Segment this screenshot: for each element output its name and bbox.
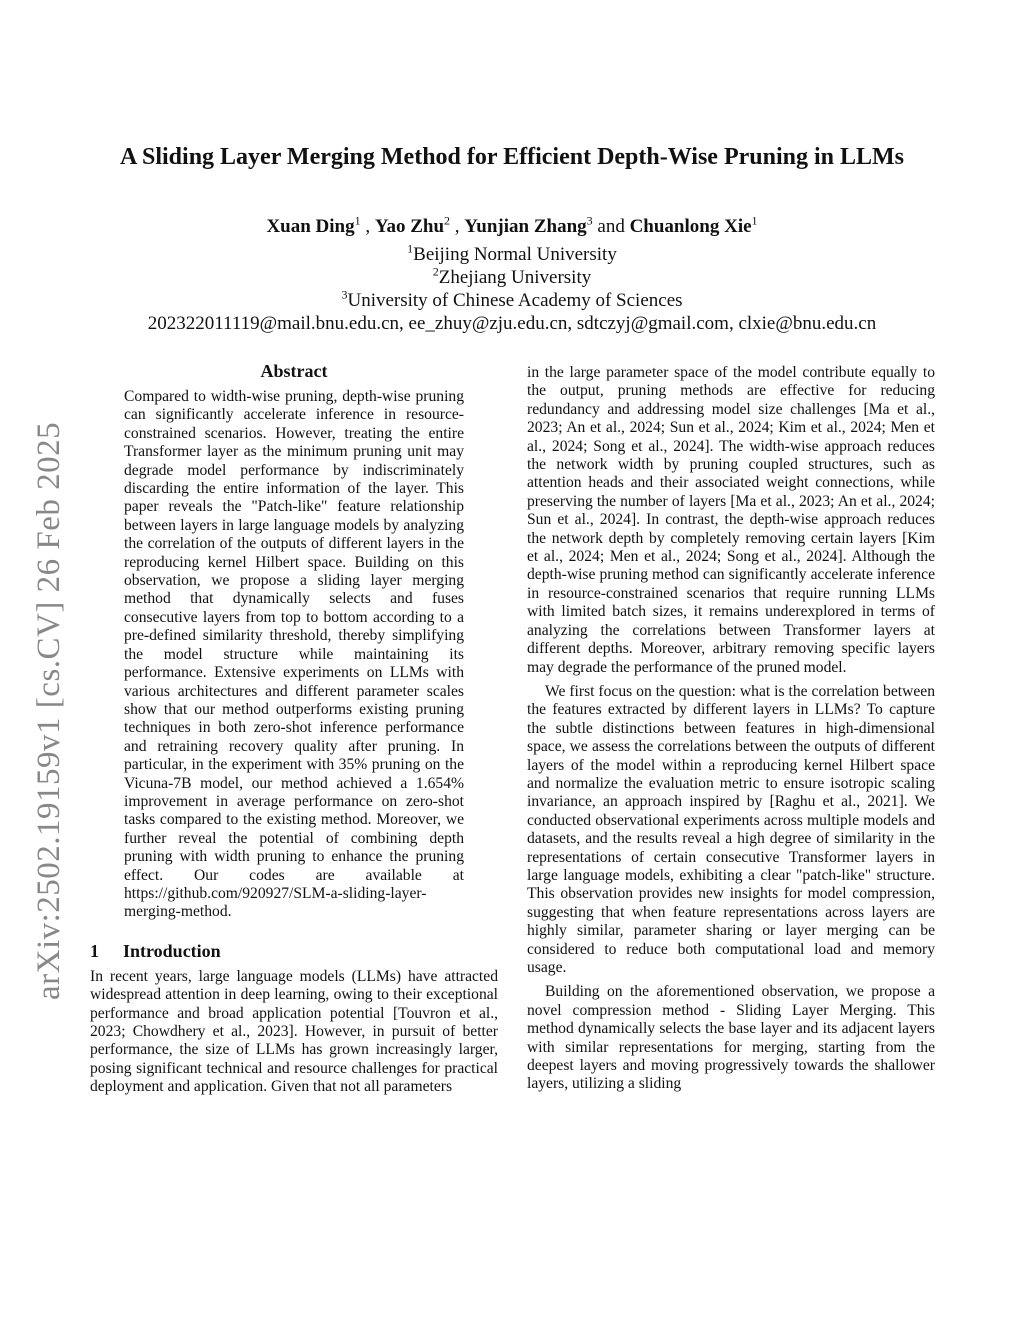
affiliation-block [80, 243, 944, 335]
section-title: Introduction [123, 940, 221, 961]
author-name: Chuanlong Xie [629, 216, 752, 237]
affiliation-name: University of Chinese Academy of Sciences [347, 290, 683, 311]
author-name: Yao Zhu [374, 216, 445, 237]
affiliation-name: Beijing Normal University [413, 244, 617, 265]
body-paragraph: Building on the aforementioned observation, we propose a novel compression method - Sliding Layer Merging. This method dynamically selects the base layer and its adjacent layers with similar representations for merging, starting from the deepest layers and moving progressively towards the shallower layers, utilizing a sliding [527, 983, 935, 1093]
author-affiliation-mark: 1 [751, 213, 758, 228]
body-paragraph: in the large parameter space of the model contribute equally to the output, pruning methods are effective for reducing redundancy and addressing model size challenges [Ma et al., 2023; An et al., 2024; Sun et al., 2024; Kim et al., 2024; Men et al., 2024; Song et al., 2024]. The width-wise approach reduces the network width by pruning coupled structures, such as attention heads and their associated weight connections, while preserving the number of layers [Ma et al., 2023; An et al., 2024; Sun et al., 2024]. In contrast, the depth-wise approach reduces the network depth by completely removing certain layers [Kim et al., 2024; Men et al., 2024; Song et al., 2024]. Although the depth-wise pruning method can significantly accelerate inference in resource-constrained scenarios that require running LLMs with limited batch sizes, it remains underexplored in terms of analyzing the correlations between Transformer layers at different depths. Moreover, arbitrary removing specific layers may degrade the performance of the pruned model. [527, 364, 935, 676]
abstract-heading: Abstract [260, 361, 328, 381]
author-affiliation-mark: 3 [586, 213, 593, 228]
right-column [527, 364, 935, 1094]
arxiv-identifier-stamp: arXiv:2502.19159v1 [cs.CV] 26 Feb 2025 [31, 421, 67, 1000]
email-list: 202322011119@mail.bnu.edu.cn, ee_zhuy@zju.edu.cn, sdtczyj@gmail.com, clxie@bnu.edu.cn [147, 313, 877, 334]
affiliation-line [80, 289, 944, 312]
affiliation-name: Zhejiang University [438, 267, 592, 288]
section-heading-introduction [90, 940, 498, 962]
intro-paragraph: In recent years, large language models (LLMs) have attracted widespread attention in deep learning, owing to their exceptional performance and broad application potential [Touvron et al., 2023; Chowdhery et al., 2023]. However, in pursuit of better performance, the size of LLMs has grown increasingly larger, posing significant technical and resource challenges for practical deployment and application. Given that not all parameters [90, 967, 498, 1096]
abstract-text: Compared to width-wise pruning, depth-wise pruning can significantly accelerate inference in resource-constrained scenarios. However, treating the entire Transformer layer as the minimum pruning unit may degrade model performance by indiscriminately discarding the entire information of the layer. This paper reveals the "Patch-like" feature relationship between layers in large language models by analyzing the correlation of the outputs of different layers in the reproducing kernel Hilbert space. Building on this observation, we propose a sliding layer merging method that dynamically selects and fuses consecutive layers from top to bottom according to a pre-defined similarity threshold, thereby simplifying the model structure while maintaining its performance. Extensive experiments on LLMs with various architectures and different parameter scales show that our method outperforms existing pruning techniques in both zero-shot inference performance and retraining recovery quality after pruning. In particular, in the experiment with 35% pruning on the Vicuna-7B model, our method achieved a 1.654% improvement in average performance on zero-shot tasks compared to the existing method. Moreover, we further reveal the potential of combining depth pruning with width pruning to enhance the pruning effect. Our codes are available at https://github.com/920927/SLM-a-sliding-layer-merging-method. [124, 388, 464, 921]
affiliation-line [80, 266, 944, 289]
author-name: Xuan Ding [266, 216, 355, 237]
affiliation-mark: 1 [407, 241, 414, 256]
section-number: 1 [90, 940, 99, 961]
author-affiliation-mark: 2 [444, 213, 451, 228]
paper-title: A Sliding Layer Merging Method for Efficient Depth-Wise Pruning in LLMs [119, 144, 905, 170]
affiliation-line [80, 243, 944, 266]
author-name: Yunjian Zhang [464, 216, 587, 237]
author-list: Xuan Ding$^1$ , Yao Zhu$^2$ , Yunjian Zhang$^3$ and Chuanlong Xie$^1$ [266, 213, 758, 237]
body-paragraph: We first focus on the question: what is the correlation between the features extracted by different layers in LLMs? To capture the subtle distinctions between features in high-dimensional space, we assess the correlations between the outputs of different layers of the model within a reproducing kernel Hilbert space and normalize the evaluation metric to ensure isotropic scaling invariance, an approach inspired by [Raghu et al., 2021]. We conducted observational experiments across multiple models and datasets, and the results reveal a high degree of similarity in the representations of certain consecutive Transformer layers in large language models, exhibiting a clear "patch-like" structure. This observation provides new insights for model compression, suggesting that when feature representations across layers are highly similar, parameter sharing or layer merging can be considered to reduce both computational load and memory usage. [527, 682, 935, 976]
affiliation-mark: 3 [341, 287, 348, 302]
author-affiliation-mark: 1 [354, 213, 361, 228]
affiliation-mark: 2 [432, 264, 439, 279]
left-column [90, 360, 498, 1097]
author-conjunction: and [597, 216, 625, 237]
